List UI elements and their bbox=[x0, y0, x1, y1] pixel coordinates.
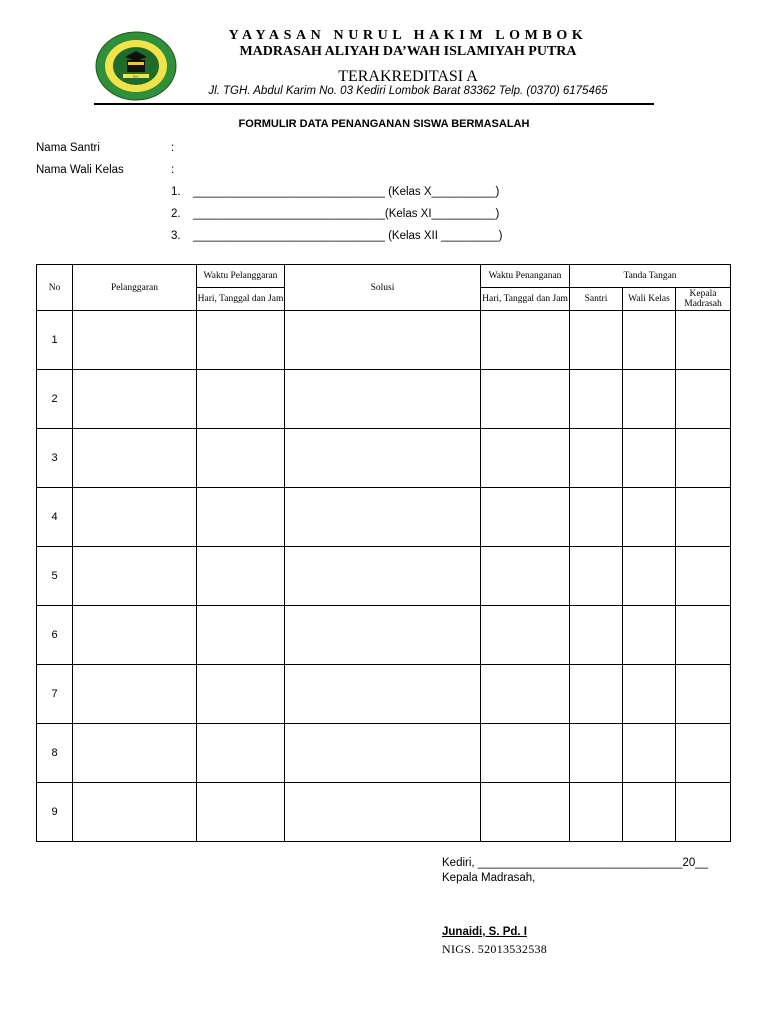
principal-signature-cell[interactable] bbox=[676, 488, 731, 547]
header-violation-time-detail: Hari, Tanggal dan Jam bbox=[197, 288, 285, 311]
solution-cell[interactable] bbox=[285, 547, 481, 606]
homeroom-signature-cell[interactable] bbox=[623, 783, 676, 842]
violation-time-cell[interactable] bbox=[197, 429, 285, 488]
homeroom-signature-cell[interactable] bbox=[623, 606, 676, 665]
solution-cell[interactable] bbox=[285, 488, 481, 547]
solution-cell[interactable] bbox=[285, 783, 481, 842]
violation-time-cell[interactable] bbox=[197, 311, 285, 370]
violation-time-cell[interactable] bbox=[197, 783, 285, 842]
foundation-name: YAYASAN NURUL HAKIM LOMBOK bbox=[228, 28, 588, 43]
table-row bbox=[37, 665, 731, 724]
header-divider bbox=[94, 103, 654, 105]
principal-signature-cell[interactable] bbox=[676, 606, 731, 665]
student-signature-cell[interactable] bbox=[570, 429, 623, 488]
table-row bbox=[37, 488, 731, 547]
principal-name: Junaidi, S. Pd. I bbox=[442, 926, 527, 938]
violation-time-cell[interactable] bbox=[197, 370, 285, 429]
row-number: 7 bbox=[37, 665, 73, 724]
homeroom-signature-cell[interactable] bbox=[623, 724, 676, 783]
violation-time-cell[interactable] bbox=[197, 488, 285, 547]
principal-signature-cell[interactable] bbox=[676, 724, 731, 783]
principal-signature-cell[interactable] bbox=[676, 547, 731, 606]
violation-time-cell[interactable] bbox=[197, 665, 285, 724]
table-row bbox=[37, 606, 731, 665]
header-signature-student: Santri bbox=[570, 288, 623, 311]
handling-time-cell[interactable] bbox=[481, 429, 570, 488]
school-address: Jl. TGH. Abdul Karim No. 03 Kediri Lombok Barat 83362 Telp. (0370) 6175465 bbox=[208, 85, 608, 97]
header-violation: Pelanggaran bbox=[73, 265, 197, 311]
table-row bbox=[37, 724, 731, 783]
table-row bbox=[37, 783, 731, 842]
header-signature: Tanda Tangan bbox=[570, 265, 731, 288]
violation-cell[interactable] bbox=[73, 429, 197, 488]
homeroom-signature-cell[interactable] bbox=[623, 547, 676, 606]
homeroom-line-xi: ______________________________(Kelas XI__________) bbox=[193, 208, 500, 220]
student-name-colon: : bbox=[171, 142, 175, 154]
homeroom-line-number: 3. bbox=[171, 230, 181, 242]
principal-signature-cell[interactable] bbox=[676, 429, 731, 488]
student-signature-cell[interactable] bbox=[570, 665, 623, 724]
table-row bbox=[37, 547, 731, 606]
handling-time-cell[interactable] bbox=[481, 370, 570, 429]
solution-cell[interactable] bbox=[285, 429, 481, 488]
row-number: 5 bbox=[37, 547, 73, 606]
homeroom-signature-cell[interactable] bbox=[623, 311, 676, 370]
header-handling-time-detail: Hari, Tanggal dan Jam bbox=[481, 288, 570, 311]
row-number: 6 bbox=[37, 606, 73, 665]
row-number: 9 bbox=[37, 783, 73, 842]
principal-signature-cell[interactable] bbox=[676, 311, 731, 370]
handling-time-cell[interactable] bbox=[481, 665, 570, 724]
handling-time-cell[interactable] bbox=[481, 547, 570, 606]
student-signature-cell[interactable] bbox=[570, 547, 623, 606]
student-name-label: Nama Santri bbox=[36, 142, 100, 154]
school-crest-logo bbox=[95, 31, 177, 101]
violation-cell[interactable] bbox=[73, 547, 197, 606]
solution-cell[interactable] bbox=[285, 370, 481, 429]
header-violation-time: Waktu Pelanggaran bbox=[197, 265, 285, 288]
student-signature-cell[interactable] bbox=[570, 311, 623, 370]
violation-cell[interactable] bbox=[73, 311, 197, 370]
handling-time-cell[interactable] bbox=[481, 311, 570, 370]
header-signature-homeroom: Wali Kelas bbox=[623, 288, 676, 311]
row-number: 8 bbox=[37, 724, 73, 783]
violation-cell[interactable] bbox=[73, 665, 197, 724]
violation-time-cell[interactable] bbox=[197, 547, 285, 606]
homeroom-signature-cell[interactable] bbox=[623, 488, 676, 547]
homeroom-signature-cell[interactable] bbox=[623, 370, 676, 429]
solution-cell[interactable] bbox=[285, 665, 481, 724]
table-row bbox=[37, 370, 731, 429]
solution-cell[interactable] bbox=[285, 606, 481, 665]
principal-nigs: NIGS. 52013532538 bbox=[442, 942, 548, 956]
handling-time-cell[interactable] bbox=[481, 606, 570, 665]
homeroom-teacher-label: Nama Wali Kelas bbox=[36, 164, 124, 176]
header-no: No bbox=[37, 265, 73, 311]
table-row bbox=[37, 429, 731, 488]
student-signature-cell[interactable] bbox=[570, 370, 623, 429]
violation-time-cell[interactable] bbox=[197, 724, 285, 783]
student-signature-cell[interactable] bbox=[570, 724, 623, 783]
violation-cell[interactable] bbox=[73, 783, 197, 842]
student-signature-cell[interactable] bbox=[570, 488, 623, 547]
handling-time-cell[interactable] bbox=[481, 724, 570, 783]
accreditation-status: TERAKREDITASI A bbox=[338, 68, 478, 85]
svg-text:NHL: NHL bbox=[132, 74, 140, 79]
solution-cell[interactable] bbox=[285, 311, 481, 370]
homeroom-signature-cell[interactable] bbox=[623, 665, 676, 724]
violation-cell[interactable] bbox=[73, 488, 197, 547]
row-number: 1 bbox=[37, 311, 73, 370]
table-row bbox=[37, 311, 731, 370]
homeroom-line-number: 2. bbox=[171, 208, 181, 220]
handling-time-cell[interactable] bbox=[481, 488, 570, 547]
principal-signature-cell[interactable] bbox=[676, 665, 731, 724]
homeroom-line-number: 1. bbox=[171, 186, 181, 198]
handling-time-cell[interactable] bbox=[481, 783, 570, 842]
header-handling-time: Waktu Penanganan bbox=[481, 265, 570, 288]
homeroom-signature-cell[interactable] bbox=[623, 429, 676, 488]
header-signature-principal: Kepala Madrasah bbox=[676, 288, 731, 311]
violation-cell[interactable] bbox=[73, 370, 197, 429]
principal-signature-cell[interactable] bbox=[676, 783, 731, 842]
violation-cell[interactable] bbox=[73, 606, 197, 665]
row-number: 2 bbox=[37, 370, 73, 429]
place-date-line: Kediri, ________________________________20__ bbox=[442, 857, 709, 869]
row-number: 3 bbox=[37, 429, 73, 488]
violation-table bbox=[36, 264, 731, 842]
homeroom-line-x: ______________________________ (Kelas X__________) bbox=[193, 186, 500, 198]
school-name: MADRASAH ALIYAH DA’WAH ISLAMIYAH PUTRA bbox=[239, 44, 577, 59]
student-signature-cell[interactable] bbox=[570, 606, 623, 665]
form-title: FORMULIR DATA PENANGANAN SISWA BERMASALAH bbox=[238, 118, 530, 130]
header-solution: Solusi bbox=[285, 265, 481, 311]
homeroom-teacher-colon: : bbox=[171, 164, 175, 176]
solution-cell[interactable] bbox=[285, 724, 481, 783]
row-number: 4 bbox=[37, 488, 73, 547]
violation-time-cell[interactable] bbox=[197, 606, 285, 665]
homeroom-line-xii: ______________________________ (Kelas XII _________) bbox=[193, 230, 503, 242]
principal-signature-cell[interactable] bbox=[676, 370, 731, 429]
principal-position: Kepala Madrasah, bbox=[442, 872, 536, 884]
violation-cell[interactable] bbox=[73, 724, 197, 783]
student-signature-cell[interactable] bbox=[570, 783, 623, 842]
